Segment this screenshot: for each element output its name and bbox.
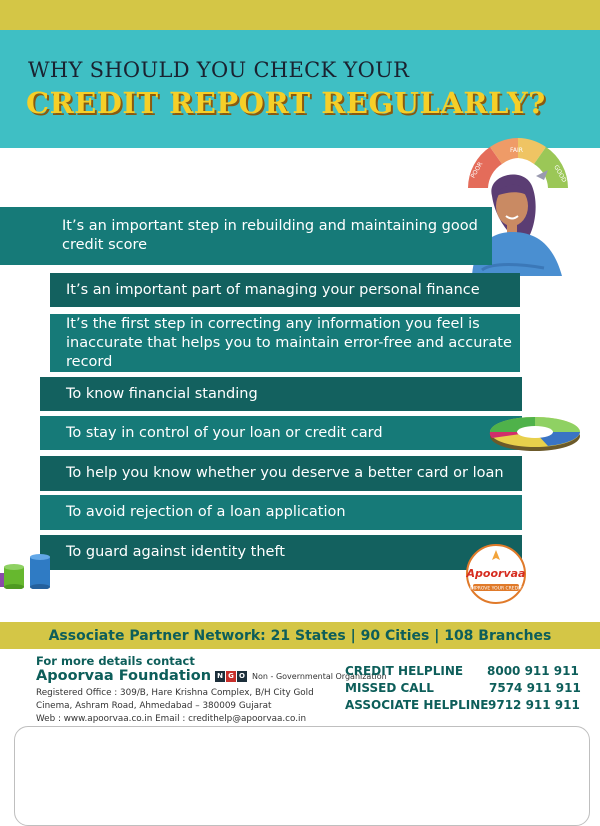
- top-band: [0, 0, 600, 30]
- ngo-letter: O: [237, 671, 247, 682]
- helpline-label: MISSED CALL: [345, 681, 434, 695]
- organization-line: [36, 668, 387, 684]
- logo-name: Apoorvaa: [466, 567, 526, 580]
- reason-item: To avoid rejection of a loan application: [40, 495, 522, 530]
- organization-name: Apoorvaa Foundation: [36, 668, 212, 684]
- helpline-number[interactable]: 7574 911 911: [489, 681, 581, 695]
- gauge-label-good: GOOD: [552, 164, 568, 184]
- bar-cylinders-icon: [0, 553, 56, 589]
- gauge-label-fair: FAIR: [510, 147, 523, 154]
- ngo-badge: [215, 671, 248, 682]
- donut-chart-icon: [488, 414, 582, 454]
- apoorvaa-logo: [466, 544, 526, 604]
- logo-tagline: IMPROVE YOUR CREDIT: [469, 586, 523, 592]
- partner-network-banner: Associate Partner Network: 21 States | 90 Cities | 108 Branches: [0, 622, 600, 649]
- address-line: Cinema, Ashram Road, Ahmedabad – 380009 Gujarat: [36, 701, 272, 711]
- reason-item: To guard against identity theft: [40, 535, 522, 570]
- gauge-label-poor: POOR: [469, 161, 485, 180]
- reason-item: To help you know whether you deserve a better card or loan: [40, 456, 522, 491]
- ngo-letter: N: [215, 671, 225, 682]
- reason-item: It’s an important part of managing your personal finance: [50, 273, 520, 307]
- blank-card: [14, 726, 590, 826]
- page-title-line-1: WHY SHOULD YOU CHECK YOUR: [28, 58, 410, 82]
- helpline-label: CREDIT HELPLINE: [345, 664, 464, 678]
- reason-item: To know financial standing: [40, 377, 522, 411]
- helpline-number[interactable]: 8000 911 911: [487, 664, 579, 678]
- reason-item: To stay in control of your loan or credit card: [40, 416, 522, 450]
- address-line: Registered Office : 309/B, Hare Krishna Complex, B/H City Gold: [36, 688, 314, 698]
- contact-heading: For more details contact: [36, 654, 195, 668]
- reason-item: It’s an important step in rebuilding and maintaining good credit score: [0, 207, 492, 265]
- page-title-line-2: CREDIT REPORT REGULARLY?: [26, 86, 546, 120]
- helpline-number[interactable]: 9712 911 911: [488, 698, 580, 712]
- reason-item: It’s the first step in correcting any information you feel is inaccurate that helps you to maintain error-free and accurate record: [50, 314, 520, 372]
- helpline-label: ASSOCIATE HELPLINE: [345, 698, 489, 712]
- web-email-line: Web : www.apoorvaa.co.in Email : credithelp@apoorvaa.co.in: [36, 714, 307, 724]
- organization-type: Non - Governmental Organization: [252, 671, 387, 681]
- ngo-letter: G: [226, 671, 236, 682]
